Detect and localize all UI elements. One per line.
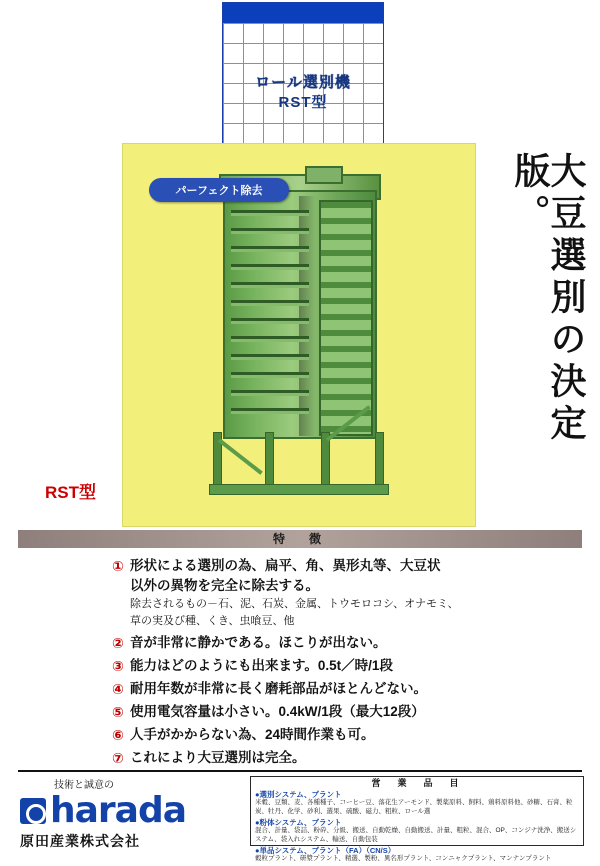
product-photo bbox=[123, 144, 475, 526]
list-item bbox=[112, 702, 582, 722]
title-grid-block bbox=[222, 2, 384, 144]
logo-wordmark: harada bbox=[50, 790, 187, 831]
machine-deck-stack bbox=[231, 210, 311, 425]
group-title: ●単品システム、プラント（FA）（CN/S） bbox=[255, 846, 396, 855]
footer-divider bbox=[18, 770, 582, 772]
list-item bbox=[255, 846, 579, 864]
group-text: 穀粒プラント、研漿プラント、精選、製粉、異名形プラント、コンニャクプラント、マンナンプラント bbox=[255, 855, 552, 862]
company-logo-block bbox=[20, 776, 230, 849]
item-number: ④ bbox=[112, 681, 124, 697]
group-title: ●選別システム、プラント bbox=[255, 790, 342, 799]
item-text: これにより大豆選別は完全。 bbox=[130, 750, 306, 765]
item-text: 能力はどのようにも出来ます。0.5t／時/1段 bbox=[130, 658, 393, 673]
item-subtext-line2: 草の実及び種、くき、虫喰豆、他 bbox=[130, 615, 295, 627]
business-items-panel bbox=[250, 776, 584, 862]
company-name: 原田産業株式会社 bbox=[20, 833, 140, 849]
features-title: 特 徴 bbox=[272, 532, 327, 546]
list-item bbox=[112, 725, 582, 745]
features-title-bar bbox=[18, 530, 582, 548]
machine-roller-column bbox=[319, 200, 373, 436]
list-item bbox=[112, 633, 582, 653]
item-text-line2: 以外の異物を完全に除去する。 bbox=[130, 578, 319, 593]
group-text: 混合、計量、袋詰、粉砕、分級、搬送、自動乾燥、自動搬送、計量、粗粒、混合、OP、コンジナ洗浄、搬送システム、袋入れシステム、輸送、自動包装 bbox=[255, 827, 577, 843]
machine-base-frame bbox=[209, 432, 387, 494]
features-list bbox=[112, 556, 582, 771]
item-number: ① bbox=[112, 558, 124, 574]
list-item bbox=[112, 679, 582, 699]
item-text: 使用電気容量は小さい。0.4kW/1段（最大12段） bbox=[130, 704, 425, 719]
item-text: 耐用年数が非常に長く磨耗部品がほとんどない。 bbox=[130, 681, 427, 696]
list-item bbox=[112, 656, 582, 676]
item-number: ③ bbox=[112, 658, 124, 674]
item-number: ⑥ bbox=[112, 727, 124, 743]
product-photo-panel bbox=[122, 143, 476, 527]
list-item bbox=[255, 790, 579, 816]
machine-illustration bbox=[201, 166, 397, 501]
list-item bbox=[255, 818, 579, 844]
group-title: ●粉体システム、プラント bbox=[255, 818, 342, 827]
item-number: ⑤ bbox=[112, 704, 124, 720]
grid-blue-bar bbox=[223, 3, 383, 23]
logo-tagline: 技術と誠意の bbox=[54, 780, 114, 791]
item-subtext-line1: 除去されるもの－石、泥、石炭、金属、トウモロコシ、オナモミ、 bbox=[130, 598, 459, 610]
item-text: 音が非常に静かである。ほこりが出ない。 bbox=[130, 635, 387, 650]
product-model: RST型 bbox=[278, 94, 328, 111]
business-items-title: 営 業 品 目 bbox=[371, 778, 463, 788]
product-name: ロール選別機 bbox=[255, 74, 351, 91]
list-item bbox=[112, 748, 582, 768]
machine-hopper bbox=[305, 166, 343, 184]
group-text: 米穀、豆類、麦、各種種子、コーヒー豆、落花生アーモンド、製薬原料、飼料、鶏料原料他、砂糖、石膏、粒炭、牡丹、化学、砂利、選果、硫酸、磁力、粗粒、ロール選 bbox=[255, 799, 573, 815]
perfect-removal-badge: パーフェクト除去 bbox=[149, 178, 289, 202]
item-text: 人手がかからない為、24時間作業も可。 bbox=[130, 727, 375, 742]
item-number: ⑦ bbox=[112, 750, 124, 766]
photo-caption-model: RST型 bbox=[45, 483, 96, 502]
list-item bbox=[112, 556, 582, 630]
item-text: 形状による選別の為、扁平、角、異形丸等、大豆状 bbox=[130, 558, 441, 573]
harada-logo-icon bbox=[20, 798, 46, 824]
headline-vertical: 大豆選別の決定版。 bbox=[510, 152, 587, 446]
item-number: ② bbox=[112, 635, 124, 651]
